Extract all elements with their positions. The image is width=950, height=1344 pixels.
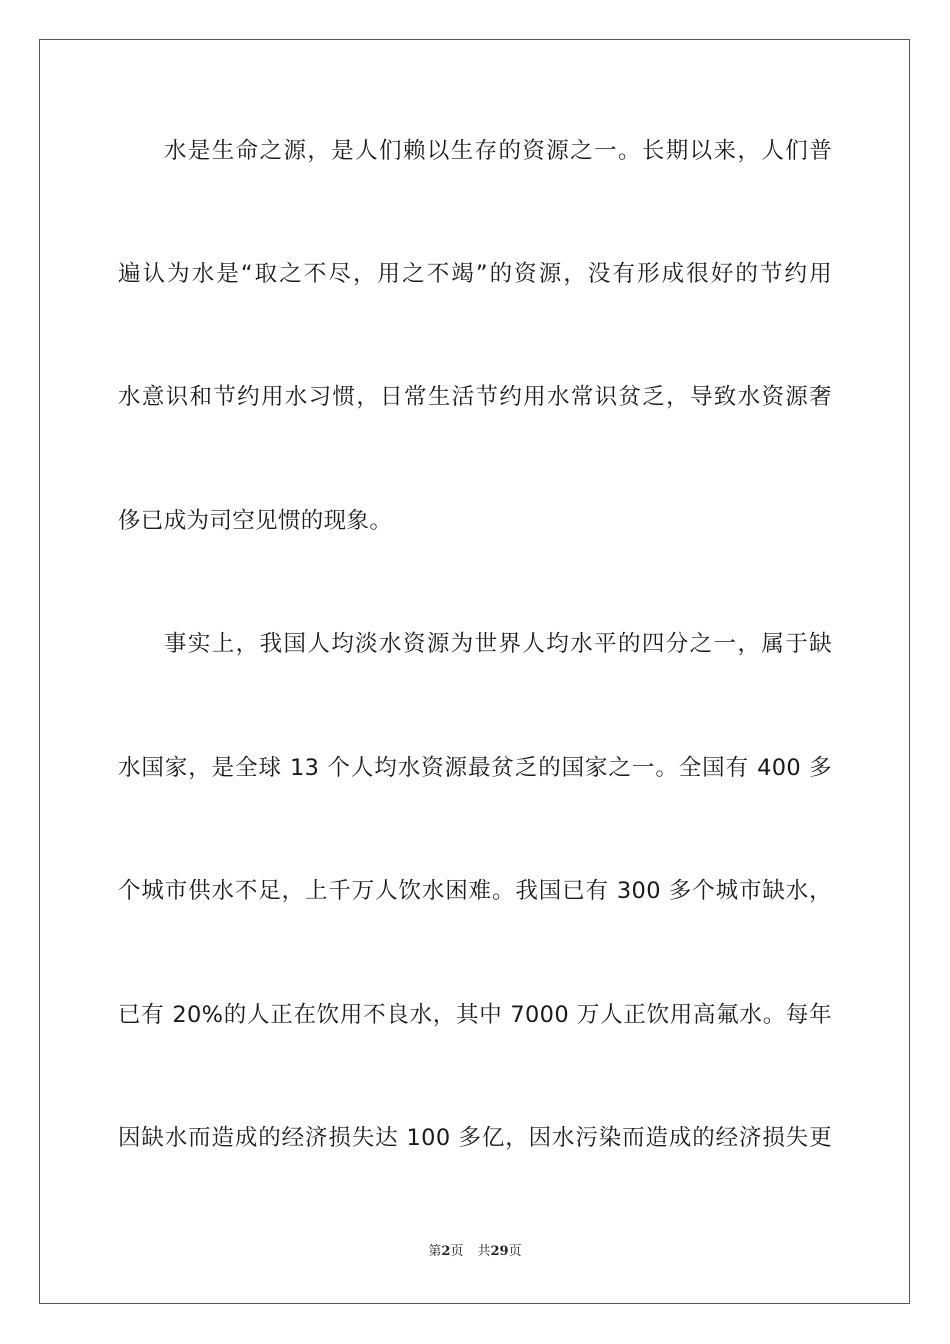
paragraph-2-line-1: 事实上，我国人均淡水资源为世界人均水平的四分之一，属于缺	[164, 631, 832, 657]
paragraph-1-line-3: 水意识和节约用水习惯，日常生活节约用水常识贫乏，导致水资源奢	[118, 384, 832, 410]
paragraph-1-line-2: 遍认为水是“取之不尽，用之不竭”的资源，没有形成很好的节约用	[118, 261, 832, 287]
page-footer	[0, 1244, 950, 1260]
paragraph-2-line-3: 个城市供水不足，上千万人饮水困难。我国已有 300 多个城市缺水，	[118, 878, 832, 904]
total-pages: 共29页	[477, 1244, 522, 1259]
page-number: 第2页	[428, 1244, 464, 1259]
paragraph-1-line-1: 水是生命之源，是人们赖以生存的资源之一。长期以来，人们普	[164, 138, 832, 164]
current-page-number: 2	[441, 1244, 451, 1259]
paragraph-2-line-2: 水国家，是全球 13 个人均水资源最贫乏的国家之一。全国有 400 多	[118, 755, 832, 781]
total-page-count: 29	[490, 1244, 509, 1259]
paragraph-2-line-4: 已有 20%的人正在饮用不良水，其中 7000 万人正饮用高氟水。每年	[118, 1002, 832, 1028]
paragraph-2-line-5: 因缺水而造成的经济损失达 100 多亿，因水污染而造成的经济损失更	[118, 1125, 832, 1151]
page-border	[39, 39, 910, 1304]
paragraph-1-line-4: 侈已成为司空见惯的现象。	[118, 508, 393, 534]
